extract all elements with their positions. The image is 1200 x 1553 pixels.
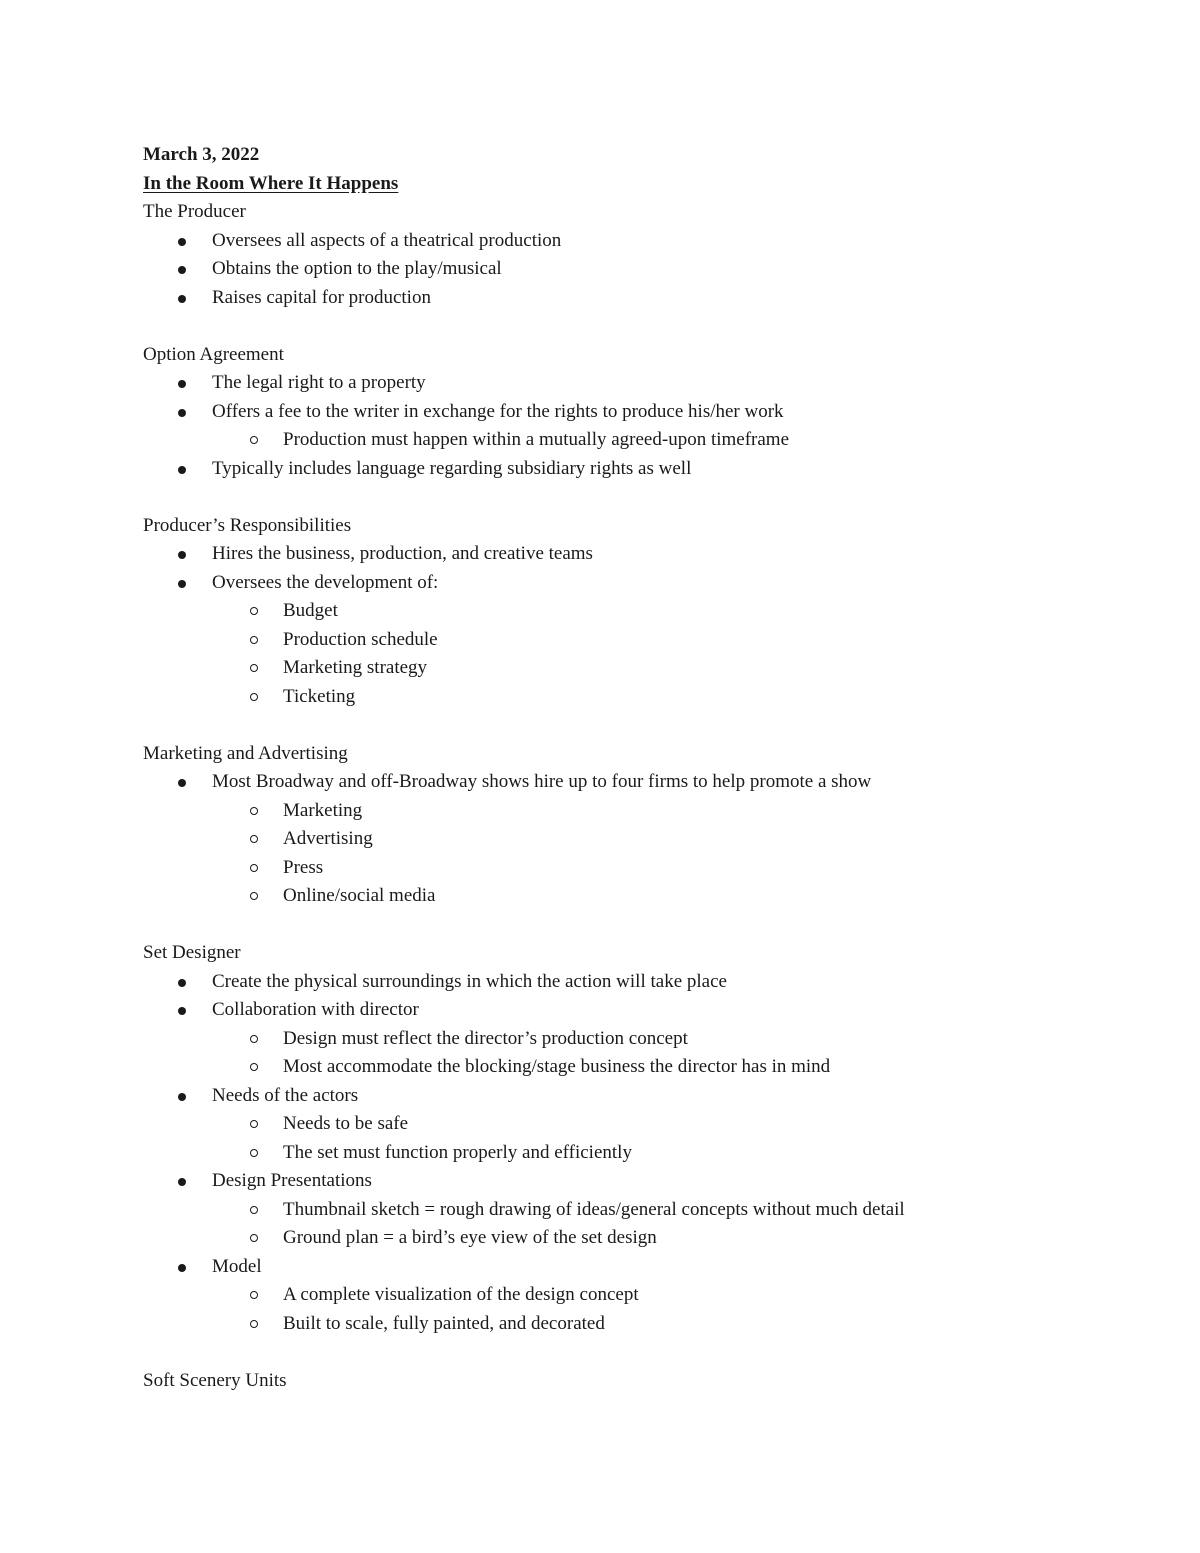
sub-list-container — [143, 1281, 1200, 1338]
bullet-list — [143, 968, 1200, 1339]
list-item — [143, 227, 1200, 256]
sub-bullet-list — [212, 426, 1200, 455]
hollow-bullet-icon — [250, 1206, 258, 1214]
hollow-bullet-icon — [250, 1320, 258, 1328]
hollow-bullet-icon — [250, 835, 258, 843]
bullet-list — [143, 540, 1200, 711]
section-gap — [143, 711, 1200, 740]
sub-list-item — [212, 1053, 1200, 1082]
filled-bullet-icon — [178, 1178, 186, 1186]
sub-list-item — [212, 626, 1200, 655]
sub-list-item-text: Most accommodate the blocking/stage business the director has in mind — [283, 1056, 831, 1077]
sub-list-item — [212, 1110, 1200, 1139]
list-item-text: Hires the business, production, and creative teams — [212, 543, 593, 564]
section-gap — [143, 1338, 1200, 1367]
list-item-text: Design Presentations — [212, 1170, 372, 1191]
list-item — [143, 768, 1200, 797]
sub-list-container — [143, 426, 1200, 455]
sub-list-item-text: Thumbnail sketch = rough drawing of ideas/general concepts without much detail — [283, 1198, 905, 1220]
list-item-text: Model — [212, 1255, 262, 1277]
sub-list-container — [143, 597, 1200, 711]
list-item-text: Obtains the option to the play/musical — [212, 258, 502, 279]
bullet-list — [143, 227, 1200, 313]
list-item-text: Collaboration with director — [212, 999, 419, 1020]
filled-bullet-icon — [178, 1093, 186, 1101]
section-heading: Marketing and Advertising — [143, 742, 348, 764]
hollow-bullet-icon — [250, 892, 258, 900]
sub-list-item-text: Needs to be safe — [283, 1113, 409, 1134]
filled-bullet-icon — [178, 238, 186, 246]
list-item-text: Raises capital for production — [212, 286, 431, 308]
filled-bullet-icon — [178, 409, 186, 417]
sub-list-item — [212, 797, 1200, 826]
sub-bullet-list — [212, 1110, 1200, 1167]
filled-bullet-icon — [178, 295, 186, 303]
hollow-bullet-icon — [250, 607, 258, 615]
filled-bullet-icon — [178, 779, 186, 787]
filled-bullet-icon — [178, 266, 186, 274]
section-heading: Soft Scenery Units — [143, 1369, 287, 1391]
filled-bullet-icon — [178, 580, 186, 588]
bullet-list — [143, 768, 1200, 911]
list-item-text: Oversees the development of: — [212, 571, 439, 593]
sub-list-item — [212, 426, 1200, 455]
sub-list-item-text: Design must reflect the director’s production concept — [283, 1027, 688, 1049]
sub-bullet-list — [212, 797, 1200, 911]
filled-bullet-icon — [178, 1007, 186, 1015]
filled-bullet-icon — [178, 466, 186, 474]
hollow-bullet-icon — [250, 1035, 258, 1043]
list-item-text: Needs of the actors — [212, 1084, 359, 1106]
sub-list-item-text: Ground plan = a bird’s eye view of the set design — [283, 1227, 657, 1248]
bullet-list — [143, 369, 1200, 483]
sub-list-item-text: Budget — [283, 600, 338, 621]
sub-list-container — [143, 1196, 1200, 1253]
hollow-bullet-icon — [250, 436, 258, 444]
list-item — [143, 398, 1200, 427]
sub-list-item — [212, 683, 1200, 712]
sub-list-item — [212, 654, 1200, 683]
sub-list-item — [212, 1196, 1200, 1225]
hollow-bullet-icon — [250, 807, 258, 815]
list-item — [143, 369, 1200, 398]
sub-list-item — [212, 1139, 1200, 1168]
list-item — [143, 255, 1200, 284]
sub-bullet-list — [212, 597, 1200, 711]
hollow-bullet-icon — [250, 636, 258, 644]
document-date: March 3, 2022 — [143, 144, 260, 165]
sub-list-item-text: Ticketing — [283, 685, 356, 707]
sub-list-item — [212, 597, 1200, 626]
sub-bullet-list — [212, 1281, 1200, 1338]
section-gap — [143, 483, 1200, 512]
section-gap — [143, 911, 1200, 940]
section-heading: The Producer — [143, 201, 246, 222]
sub-list-item-text: Online/social media — [283, 885, 436, 906]
sub-list-item-text: Production must happen within a mutually agreed-upon timeframe — [283, 429, 790, 450]
list-item — [143, 996, 1200, 1025]
sub-list-item-text: Advertising — [283, 828, 373, 849]
list-item — [143, 540, 1200, 569]
document-title: In the Room Where It Happens — [143, 172, 399, 194]
list-item-text: Typically includes language regarding subsidiary rights as well — [212, 457, 692, 479]
hollow-bullet-icon — [250, 864, 258, 872]
hollow-bullet-icon — [250, 1234, 258, 1242]
sub-list-item-text: Marketing strategy — [283, 657, 428, 678]
filled-bullet-icon — [178, 551, 186, 559]
list-item — [143, 968, 1200, 997]
sub-list-item-text: Marketing — [283, 799, 363, 821]
sub-list-item-text: Built to scale, fully painted, and decorated — [283, 1312, 605, 1334]
list-item-text: Oversees all aspects of a theatrical production — [212, 229, 562, 251]
list-item — [143, 1167, 1200, 1196]
list-item-text: Create the physical surroundings in which the action will take place — [212, 970, 727, 992]
list-item — [143, 1082, 1200, 1111]
sub-list-item-text: A complete visualization of the design concept — [283, 1284, 639, 1305]
sub-list-item — [212, 825, 1200, 854]
hollow-bullet-icon — [250, 664, 258, 672]
sub-list-item — [212, 1025, 1200, 1054]
filled-bullet-icon — [178, 380, 186, 388]
sub-list-item-text: Press — [283, 856, 324, 878]
hollow-bullet-icon — [250, 1063, 258, 1071]
sub-list-item — [212, 882, 1200, 911]
hollow-bullet-icon — [250, 693, 258, 701]
section-heading: Option Agreement — [143, 343, 284, 365]
list-item — [143, 284, 1200, 313]
filled-bullet-icon — [178, 1264, 186, 1272]
sub-list-item — [212, 854, 1200, 883]
section-heading: Set Designer — [143, 942, 241, 963]
sub-list-container — [143, 1025, 1200, 1082]
sub-list-container — [143, 1110, 1200, 1167]
sub-list-container — [143, 797, 1200, 911]
sub-bullet-list — [212, 1196, 1200, 1253]
list-item — [143, 455, 1200, 484]
list-item — [143, 1253, 1200, 1282]
filled-bullet-icon — [178, 979, 186, 987]
list-item-text: Offers a fee to the writer in exchange for the rights to produce his/her work — [212, 400, 784, 422]
notes-body — [143, 198, 1200, 1395]
sub-list-item — [212, 1310, 1200, 1339]
list-item — [143, 569, 1200, 598]
section-gap — [143, 312, 1200, 341]
sub-list-item — [212, 1224, 1200, 1253]
section-heading: Producer’s Responsibilities — [143, 514, 352, 536]
sub-list-item — [212, 1281, 1200, 1310]
sub-list-item-text: Production schedule — [283, 628, 438, 650]
list-item-text: Most Broadway and off-Broadway shows hire up to four firms to help promote a show — [212, 771, 872, 792]
list-item-text: The legal right to a property — [212, 372, 426, 393]
sub-bullet-list — [212, 1025, 1200, 1082]
hollow-bullet-icon — [250, 1149, 258, 1157]
hollow-bullet-icon — [250, 1291, 258, 1299]
hollow-bullet-icon — [250, 1120, 258, 1128]
sub-list-item-text: The set must function properly and efficiently — [283, 1141, 632, 1163]
